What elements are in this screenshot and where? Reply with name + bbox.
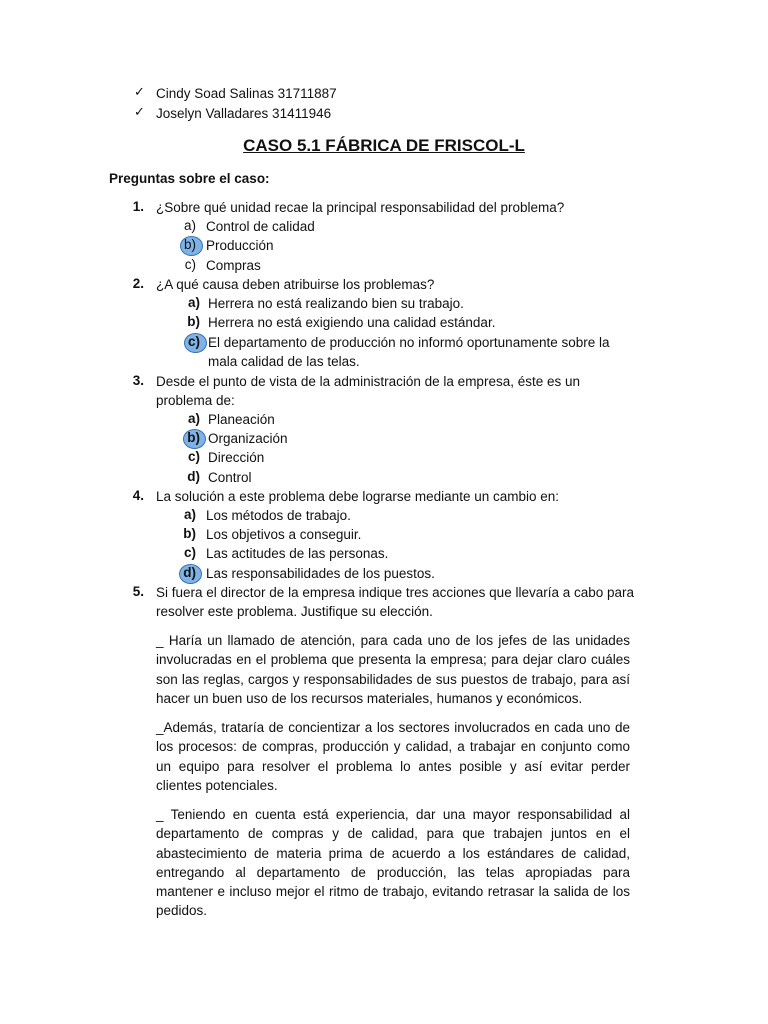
option-text: Control bbox=[208, 470, 252, 485]
option-label: d) bbox=[187, 469, 200, 484]
answer-paragraph-1: _ Haría un llamado de atención, para cada uno de los jefes de las unidades involucradas en el problema que presenta la empresa; para dejar claro cuáles son las reglas, cargos y responsabilidades de sus puestos de trabajo, para así hacer un buen uso de los recursos materiales, humanos y económicos. bbox=[156, 633, 630, 706]
question-text-continued: problema de: bbox=[156, 393, 235, 408]
question-number: 3. bbox=[132, 373, 144, 388]
option-label: a) bbox=[183, 507, 196, 522]
checkmark-icon: ✓ bbox=[134, 84, 145, 99]
question-number: 1. bbox=[132, 199, 144, 214]
question-number: 2. bbox=[132, 276, 144, 291]
selected-option-label bbox=[178, 334, 200, 349]
selected-option-label bbox=[178, 430, 200, 445]
option-text: El departamento de producción no informó oportunamente sobre la bbox=[208, 335, 610, 350]
option-label: a) bbox=[187, 295, 200, 310]
option-label: b) bbox=[183, 526, 196, 541]
author-2: Joselyn Valladares 31411946 bbox=[156, 106, 332, 121]
question-text: Si fuera el director de la empresa indique tres acciones que llevaría a cabo para bbox=[156, 585, 635, 600]
document-title: CASO 5.1 FÁBRICA DE FRISCOL-L bbox=[243, 136, 525, 155]
author-1: Cindy Soad Salinas 31711887 bbox=[156, 86, 337, 101]
question-text-continued: resolver este problema. Justifique su elección. bbox=[156, 604, 433, 619]
question-text: ¿A qué causa deben atribuirse los problemas? bbox=[156, 277, 435, 292]
option-text: Control de calidad bbox=[206, 219, 315, 234]
option-label: a) bbox=[183, 218, 196, 233]
question-number: 4. bbox=[132, 488, 144, 503]
question-text: La solución a este problema debe lograrse mediante un cambio en: bbox=[156, 489, 560, 504]
selected-option-label bbox=[174, 565, 196, 580]
option-text: Dirección bbox=[208, 450, 265, 465]
option-text: Organización bbox=[208, 431, 288, 446]
option-text: Las responsabilidades de los puestos. bbox=[206, 566, 435, 581]
option-text: Los métodos de trabajo. bbox=[206, 508, 351, 523]
option-text: Planeación bbox=[208, 412, 275, 427]
question-number: 5. bbox=[132, 584, 144, 599]
question-text: ¿Sobre qué unidad recae la principal responsabilidad del problema? bbox=[156, 200, 565, 215]
answer-paragraph-3: _ Teniendo en cuenta está experiencia, dar una mayor responsabilidad al departamento de compras y de calidad, para que trabajen juntos en el abastecimiento de materia prima de acuerdo a los estándares de calidad, entregando al departamento de producción, las telas apropiadas para mantener e incluso mejor el ritmo de trabajo, evitando retrasar la salida de los pedidos. bbox=[156, 807, 630, 919]
option-label: a) bbox=[187, 411, 200, 426]
option-label: c) bbox=[183, 545, 196, 560]
selected-option-label bbox=[174, 237, 196, 252]
question-text: Desde el punto de vista de la administración de la empresa, éste es un bbox=[156, 374, 580, 389]
option-label: c) bbox=[184, 257, 196, 272]
answer-paragraph-2: _Además, trataría de concientizar a los sectores involucrados en cada uno de los procesos: de compras, producción y calidad, a trabajar en conjunto como un equipo para resolver el problema lo antes posible y así evitar perder clientes potenciales. bbox=[156, 720, 630, 793]
option-label: c) bbox=[187, 449, 200, 464]
option-text-continued: mala calidad de las telas. bbox=[208, 354, 360, 369]
option-text: Herrera no está realizando bien su trabajo. bbox=[208, 296, 464, 311]
checkmark-icon: ✓ bbox=[134, 104, 145, 119]
answer-circle-highlight: b) bbox=[187, 430, 200, 445]
option-text: Producción bbox=[206, 238, 274, 253]
answer-circle-highlight: c) bbox=[187, 334, 200, 349]
answer-circle-highlight: d) bbox=[183, 565, 196, 580]
option-text: Herrera no está exigiendo una calidad estándar. bbox=[208, 315, 496, 330]
option-text: Compras bbox=[206, 258, 261, 273]
section-heading: Preguntas sobre el caso: bbox=[109, 171, 270, 186]
option-label: b) bbox=[187, 314, 200, 329]
option-text: Las actitudes de las personas. bbox=[206, 546, 389, 561]
option-text: Los objetivos a conseguir. bbox=[206, 527, 362, 542]
answer-circle-highlight: b) bbox=[183, 237, 196, 252]
